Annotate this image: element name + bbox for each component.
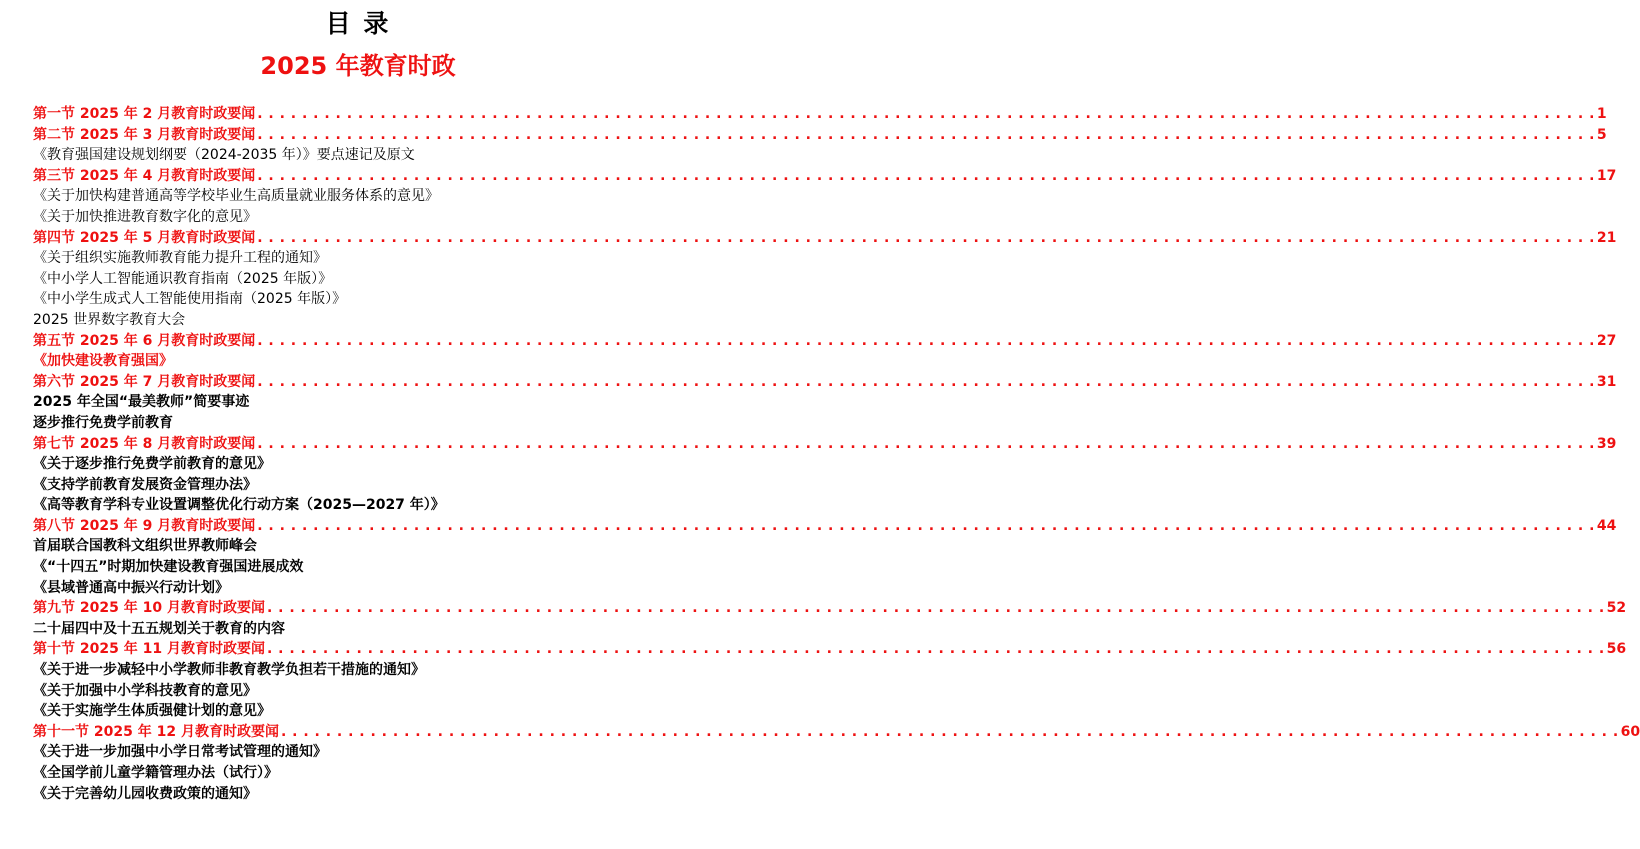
toc-dot-leader: . . . . . . . . . . . . . . . . . . . . . . . . . . . . . . . . . . . . . . . . . . . . . . . . . . . . . . . . . . . . . . . . . . . . . . . . . . . . . . . . . . . . . . . . . . . . . . . . . . . . . . . . . . . . . . . . . . . . . . . . — [257, 332, 1595, 349]
toc-section-entry[interactable] — [33, 228, 1617, 249]
toc-item-label: 二十届四中及十五五规划关于教育的内容 — [33, 620, 285, 637]
toc-dot-leader: . . . . . . . . . . . . . . . . . . . . . . . . . . . . . . . . . . . . . . . . . . . . . . . . . . . . . . . . . . . . . . . . . . . . . . . . . . . . . . . . . . . . . . . . . . . . . . . . . . . . . . . . . . . . . . . . . . . . . . . . — [257, 229, 1595, 246]
toc-item-label: 《关于逐步推行免费学前教育的意见》 — [33, 456, 271, 473]
toc-dot-leader: . . . . . . . . . . . . . . . . . . . . . . . . . . . . . . . . . . . . . . . . . . . . . . . . . . . . . . . . . . . . . . . . . . . . . . . . . . . . . . . . . . . . . . . . . . . . . . . . . . . . . . . . . . . . . . . . . . . . . . . . — [280, 723, 1619, 740]
toc-item[interactable] — [33, 619, 683, 640]
toc-item-label: 首届联合国教科文组织世界教师峰会 — [33, 538, 257, 555]
toc-item[interactable] — [33, 186, 683, 207]
toc-section-label: 第七节 2025 年 8 月教育时政要闻 — [33, 435, 256, 452]
toc-dot-leader: . . . . . . . . . . . . . . . . . . . . . . . . . . . . . . . . . . . . . . . . . . . . . . . . . . . . . . . . . . . . . . . . . . . . . . . . . . . . . . . . . . . . . . . . . . . . . . . . . . . . . . . . . . . . . . . . . . . . . . . . — [266, 641, 1605, 658]
toc-item-label: 《关于加快构建普通高等学校毕业生高质量就业服务体系的意见》 — [33, 188, 439, 205]
toc-item[interactable] — [33, 742, 683, 763]
toc-item[interactable] — [33, 207, 683, 228]
toc-dot-leader: . . . . . . . . . . . . . . . . . . . . . . . . . . . . . . . . . . . . . . . . . . . . . . . . . . . . . . . . . . . . . . . . . . . . . . . . . . . . . . . . . . . . . . . . . . . . . . . . . . . . . . . . . . . . . . . . . . . . . . . . — [257, 126, 1595, 143]
toc-section-entry[interactable] — [33, 104, 1607, 125]
toc-item[interactable] — [33, 289, 683, 310]
toc-item[interactable] — [33, 310, 683, 331]
toc-section-entry[interactable] — [33, 639, 1627, 660]
toc-page-number: 39 — [1596, 435, 1617, 452]
toc-item-label: 《关于加强中小学科技教育的意见》 — [33, 682, 257, 699]
toc-item-label: 《高等教育学科专业设置调整优化行动方案（2025—2027 年）》 — [33, 497, 445, 514]
toc-section-entry[interactable] — [33, 331, 1617, 352]
toc-item-label: 《加快建设教育强国》 — [33, 353, 173, 370]
toc-section-label: 第十一节 2025 年 12 月教育时政要闻 — [33, 723, 279, 740]
toc-item-label: 《关于进一步加强中小学日常考试管理的通知》 — [33, 744, 327, 761]
toc-page-number: 5 — [1596, 126, 1607, 143]
toc-item-label: 《支持学前教育发展资金管理办法》 — [33, 476, 257, 493]
toc-item[interactable] — [33, 269, 683, 290]
toc-page-number: 60 — [1620, 723, 1640, 740]
toc-section-label: 第六节 2025 年 7 月教育时政要闻 — [33, 373, 256, 390]
toc-section-label: 第一节 2025 年 2 月教育时政要闻 — [33, 106, 256, 122]
toc-item[interactable] — [33, 145, 683, 166]
toc-section-label: 第九节 2025 年 10 月教育时政要闻 — [33, 600, 265, 617]
toc-item[interactable] — [33, 578, 683, 599]
toc-page-number: 52 — [1606, 600, 1627, 617]
toc-dot-leader: . . . . . . . . . . . . . . . . . . . . . . . . . . . . . . . . . . . . . . . . . . . . . . . . . . . . . . . . . . . . . . . . . . . . . . . . . . . . . . . . . . . . . . . . . . . . . . . . . . . . . . . . . . . . . . . . . . . . . . . . — [266, 600, 1605, 617]
toc-section-entry[interactable] — [33, 722, 1640, 743]
toc-section-label: 第十节 2025 年 11 月教育时政要闻 — [33, 641, 265, 658]
toc-dot-leader: . . . . . . . . . . . . . . . . . . . . . . . . . . . . . . . . . . . . . . . . . . . . . . . . . . . . . . . . . . . . . . . . . . . . . . . . . . . . . . . . . . . . . . . . . . . . . . . . . . . . . . . . . . . . . . . . . . . . . . . . — [257, 106, 1595, 122]
toc-item[interactable] — [33, 392, 683, 413]
toc-section-entry[interactable] — [33, 125, 1607, 146]
toc-section-entry[interactable] — [33, 372, 1617, 393]
page-subtitle: 2025 年教育时政 — [260, 52, 456, 80]
toc-item-label: 《中小学生成式人工智能使用指南（2025 年版）》 — [33, 291, 347, 308]
toc-item[interactable] — [33, 536, 683, 557]
toc-item-label: 《全国学前儿童学籍管理办法（试行）》 — [33, 765, 278, 781]
toc-item[interactable] — [33, 248, 683, 269]
toc-item[interactable] — [33, 557, 683, 578]
toc-section-entry[interactable] — [33, 516, 1617, 537]
page-title: 目 录 — [325, 9, 391, 38]
toc-item[interactable] — [33, 495, 683, 516]
toc-item[interactable] — [33, 701, 683, 722]
toc-item-label: 《关于完善幼儿园收费政策的通知》 — [33, 785, 257, 802]
toc-page-number: 17 — [1596, 167, 1617, 184]
toc-dot-leader: . . . . . . . . . . . . . . . . . . . . . . . . . . . . . . . . . . . . . . . . . . . . . . . . . . . . . . . . . . . . . . . . . . . . . . . . . . . . . . . . . . . . . . . . . . . . . . . . . . . . . . . . . . . . . . . . . . . . . . . . — [257, 517, 1595, 534]
toc-item-label: 《关于实施学生体质强健计划的意见》 — [33, 703, 271, 720]
toc-page-number: 56 — [1606, 641, 1627, 658]
toc-item[interactable] — [33, 454, 683, 475]
toc-dot-leader: . . . . . . . . . . . . . . . . . . . . . . . . . . . . . . . . . . . . . . . . . . . . . . . . . . . . . . . . . . . . . . . . . . . . . . . . . . . . . . . . . . . . . . . . . . . . . . . . . . . . . . . . . . . . . . . . . . . . . . . . — [257, 167, 1595, 184]
toc-item[interactable] — [33, 660, 683, 681]
toc-item[interactable] — [33, 763, 683, 784]
toc-item-label: 《县域普通高中振兴行动计划》 — [33, 579, 229, 596]
toc-item-label: 《关于加快推进教育数字化的意见》 — [33, 208, 257, 225]
toc-item-label: 2025 世界数字教育大会 — [33, 311, 186, 328]
toc-item-label: 《关于进一步减轻中小学教师非教育教学负担若干措施的通知》 — [33, 662, 425, 679]
toc-section-label: 第三节 2025 年 4 月教育时政要闻 — [33, 167, 256, 184]
toc-dot-leader: . . . . . . . . . . . . . . . . . . . . . . . . . . . . . . . . . . . . . . . . . . . . . . . . . . . . . . . . . . . . . . . . . . . . . . . . . . . . . . . . . . . . . . . . . . . . . . . . . . . . . . . . . . . . . . . . . . . . . . . . — [257, 435, 1595, 452]
toc-page-number: 27 — [1596, 332, 1617, 349]
toc-item-label: 逐步推行免费学前教育 — [33, 414, 173, 431]
toc-item[interactable] — [33, 351, 683, 372]
toc-section-entry[interactable] — [33, 598, 1627, 619]
toc-item[interactable] — [33, 475, 683, 496]
toc-item-label: 《关于组织实施教师教育能力提升工程的通知》 — [33, 250, 327, 267]
toc-page-number: 21 — [1596, 229, 1617, 246]
toc-item-label: 2025 年全国“最美教师”简要事迹 — [33, 394, 250, 411]
toc-item-label: 《“十四五”时期加快建设教育强国进展成效 — [33, 559, 304, 576]
toc-page-number: 1 — [1596, 106, 1607, 122]
toc-section-label: 第二节 2025 年 3 月教育时政要闻 — [33, 126, 256, 143]
toc-page-number: 44 — [1596, 517, 1617, 534]
toc-item[interactable] — [33, 413, 683, 434]
toc-section-label: 第四节 2025 年 5 月教育时政要闻 — [33, 229, 256, 246]
toc-item[interactable] — [33, 784, 683, 805]
toc-item-label: 《教育强国建设规划纲要（2024-2035 年）》要点速记及原文 — [33, 147, 415, 164]
toc-section-entry[interactable] — [33, 166, 1617, 187]
table-of-contents — [33, 104, 1640, 804]
toc-section-label: 第八节 2025 年 9 月教育时政要闻 — [33, 517, 256, 534]
toc-page-number: 31 — [1596, 373, 1617, 390]
toc-section-entry[interactable] — [33, 434, 1617, 455]
toc-dot-leader: . . . . . . . . . . . . . . . . . . . . . . . . . . . . . . . . . . . . . . . . . . . . . . . . . . . . . . . . . . . . . . . . . . . . . . . . . . . . . . . . . . . . . . . . . . . . . . . . . . . . . . . . . . . . . . . . . . . . . . . . — [257, 373, 1595, 390]
toc-item-label: 《中小学人工智能通识教育指南（2025 年版）》 — [33, 270, 333, 287]
toc-section-label: 第五节 2025 年 6 月教育时政要闻 — [33, 332, 256, 349]
toc-item[interactable] — [33, 681, 683, 702]
